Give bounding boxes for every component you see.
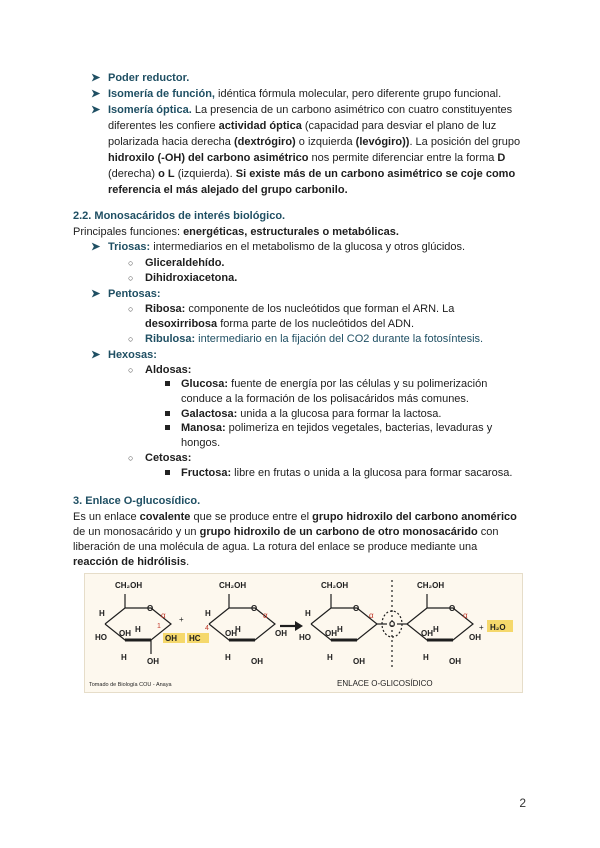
label-oh: OH bbox=[449, 657, 461, 666]
paragraph-line: polarizada hacia derecha (dextrógiro) o izquierda (levógiro)). La posición del grupo bbox=[108, 136, 521, 148]
paragraph-line: hongos. bbox=[181, 437, 221, 449]
arrow-bullet-icon: ➤ bbox=[91, 288, 101, 300]
paragraph-line: hidroxilo (-OH) del carbono asimétrico nos permite diferenciar entre la forma D bbox=[108, 152, 506, 164]
arrow-bullet-icon: ➤ bbox=[91, 88, 101, 100]
list-item-aldosas: Aldosas: bbox=[145, 364, 192, 376]
arrow-bullet-icon: ➤ bbox=[91, 241, 101, 253]
paragraph-line: Es un enlace covalente que se produce entre el grupo hidroxilo del carbono anomérico bbox=[73, 511, 517, 523]
label-h: H bbox=[327, 653, 333, 662]
paragraph-line: diferentes les confiere actividad óptica (capacidad para desviar el plano de luz bbox=[108, 120, 497, 132]
circle-bullet-icon: ○ bbox=[128, 273, 134, 283]
label-oh: OH bbox=[225, 629, 237, 638]
page-number: 2 bbox=[519, 796, 526, 810]
paragraph-line: referencia el más alejado del grupo carbonilo. bbox=[108, 184, 348, 196]
label-oh: OH bbox=[469, 633, 481, 642]
label-ho: HO bbox=[299, 633, 311, 642]
label-h: H bbox=[433, 625, 439, 634]
label-oh: OH bbox=[325, 629, 337, 638]
paragraph-line: reacción de hidrólisis. bbox=[73, 556, 190, 568]
list-item-cetosas: Cetosas: bbox=[145, 452, 192, 464]
list-item-pentosas: Pentosas: bbox=[108, 288, 161, 300]
label-alpha: α bbox=[369, 611, 374, 620]
label-water: H₂O bbox=[490, 623, 506, 632]
list-item-hexosas: Hexosas: bbox=[108, 349, 157, 361]
label-o-bridge: O bbox=[389, 620, 396, 629]
list-item-ribosa: Ribosa: componente de los nucleótidos que forman el ARN. La bbox=[145, 303, 455, 315]
label-h: H bbox=[305, 609, 311, 618]
circle-bullet-icon: ○ bbox=[128, 304, 134, 314]
glucose-ring-1 bbox=[105, 594, 171, 654]
label-h: H bbox=[337, 625, 343, 634]
circle-bullet-icon: ○ bbox=[128, 453, 134, 463]
label-hc-reacting: HC bbox=[189, 634, 201, 643]
square-bullet-icon bbox=[165, 470, 170, 475]
label-oh: OH bbox=[421, 629, 433, 638]
paragraph-line: liberación de una molécula de agua. La rotura del enlace se produce mediante una bbox=[73, 541, 478, 553]
paragraph-line: Principales funciones: energéticas, estructurales o metabólicas. bbox=[73, 226, 399, 238]
label-o: O bbox=[147, 604, 154, 613]
list-item-gliceraldehido: Gliceraldehído. bbox=[145, 257, 225, 269]
list-item-manosa: Manosa: polimeriza en tejidos vegetales, bacterias, levaduras y bbox=[181, 422, 493, 434]
list-item-glucosa: Glucosa: fuente de energía por las células y su polimerización bbox=[181, 378, 488, 390]
figure-credit: Tomado de Biología COU - Anaya bbox=[89, 682, 172, 688]
glycosidic-bond-diagram bbox=[85, 574, 522, 692]
section-heading-monosacaridos: 2.2. Monosacáridos de interés biológico. bbox=[73, 210, 286, 222]
glycosidic-bond-figure bbox=[84, 573, 523, 693]
arrow-bullet-icon: ➤ bbox=[91, 72, 101, 84]
label-ch2oh: CH₂OH bbox=[219, 581, 247, 590]
label-oh-reacting: OH bbox=[165, 634, 177, 643]
label-o: O bbox=[251, 604, 258, 613]
label-four: 4 bbox=[205, 625, 209, 632]
paragraph-line: conduce a la formación de los polisacáridos más comunes. bbox=[181, 393, 469, 405]
glucose-ring-3 bbox=[311, 594, 377, 640]
list-item-galactosa: Galactosa: unida a la glucosa para formar la lactosa. bbox=[181, 408, 442, 420]
paragraph-line: de un monosacárido y un grupo hidroxilo de un carbono de otro monosacárido con bbox=[73, 526, 499, 538]
arrow-bullet-icon: ➤ bbox=[91, 349, 101, 361]
section-heading-enlace: 3. Enlace O-glucosídico. bbox=[73, 495, 201, 507]
list-item-isomeria-funcion: Isomería de función, idéntica fórmula molecular, pero diferente grupo funcional. bbox=[108, 88, 502, 100]
list-item-ribulosa: Ribulosa: intermediario en la fijación del CO2 durante la fotosíntesis. bbox=[145, 333, 484, 345]
circle-bullet-icon: ○ bbox=[128, 258, 134, 268]
circle-bullet-icon: ○ bbox=[128, 334, 134, 344]
label-oh: OH bbox=[251, 657, 263, 666]
label-h: H bbox=[99, 609, 105, 618]
label-h: H bbox=[423, 653, 429, 662]
list-item-poder-reductor: Poder reductor. bbox=[108, 72, 190, 84]
label-oh: OH bbox=[147, 657, 159, 666]
label-oh: OH bbox=[353, 657, 365, 666]
label-alpha: α bbox=[463, 611, 468, 620]
paragraph-line: (derecha) o L (izquierda). Si existe más de un carbono asimétrico se coje como bbox=[108, 168, 516, 180]
list-item-isomeria-optica-line1: Isomería óptica. La presencia de un carbono asimétrico con cuatro constituyentes bbox=[108, 104, 513, 116]
label-ch2oh: CH₂OH bbox=[321, 581, 349, 590]
label-alpha: α bbox=[263, 611, 268, 620]
list-item-triosas: Triosas: intermediarios en el metabolismo de la glucosa y otros glúcidos. bbox=[108, 241, 466, 253]
label-o: O bbox=[449, 604, 456, 613]
label-plus: + bbox=[179, 615, 184, 624]
label-plus: + bbox=[479, 623, 484, 632]
label-alpha: α bbox=[161, 611, 166, 620]
square-bullet-icon bbox=[165, 411, 170, 416]
label-ch2oh: CH₂OH bbox=[417, 581, 445, 590]
circle-bullet-icon: ○ bbox=[128, 365, 134, 375]
figure-caption: ENLACE O-GLICOSÍDICO bbox=[337, 679, 433, 688]
list-item-fructosa: Fructosa: libre en frutas o unida a la glucosa para formar sacarosa. bbox=[181, 467, 513, 479]
label-oh: OH bbox=[275, 629, 287, 638]
label-o: O bbox=[353, 604, 360, 613]
label-oh: OH bbox=[119, 629, 131, 638]
label-ho: HO bbox=[95, 633, 107, 642]
label-ch2oh: CH₂OH bbox=[115, 581, 143, 590]
label-one: 1 bbox=[157, 623, 161, 630]
label-h: H bbox=[121, 653, 127, 662]
square-bullet-icon bbox=[165, 381, 170, 386]
arrow-bullet-icon: ➤ bbox=[91, 104, 101, 116]
label-h: H bbox=[205, 609, 211, 618]
square-bullet-icon bbox=[165, 425, 170, 430]
paragraph-line: desoxirribosa forma parte de los nucleótidos del ADN. bbox=[145, 318, 415, 330]
list-item-dihidroxiacetona: Dihidroxiacetona. bbox=[145, 272, 238, 284]
label-h: H bbox=[135, 625, 141, 634]
label-h: H bbox=[235, 625, 241, 634]
label-h: H bbox=[225, 653, 231, 662]
